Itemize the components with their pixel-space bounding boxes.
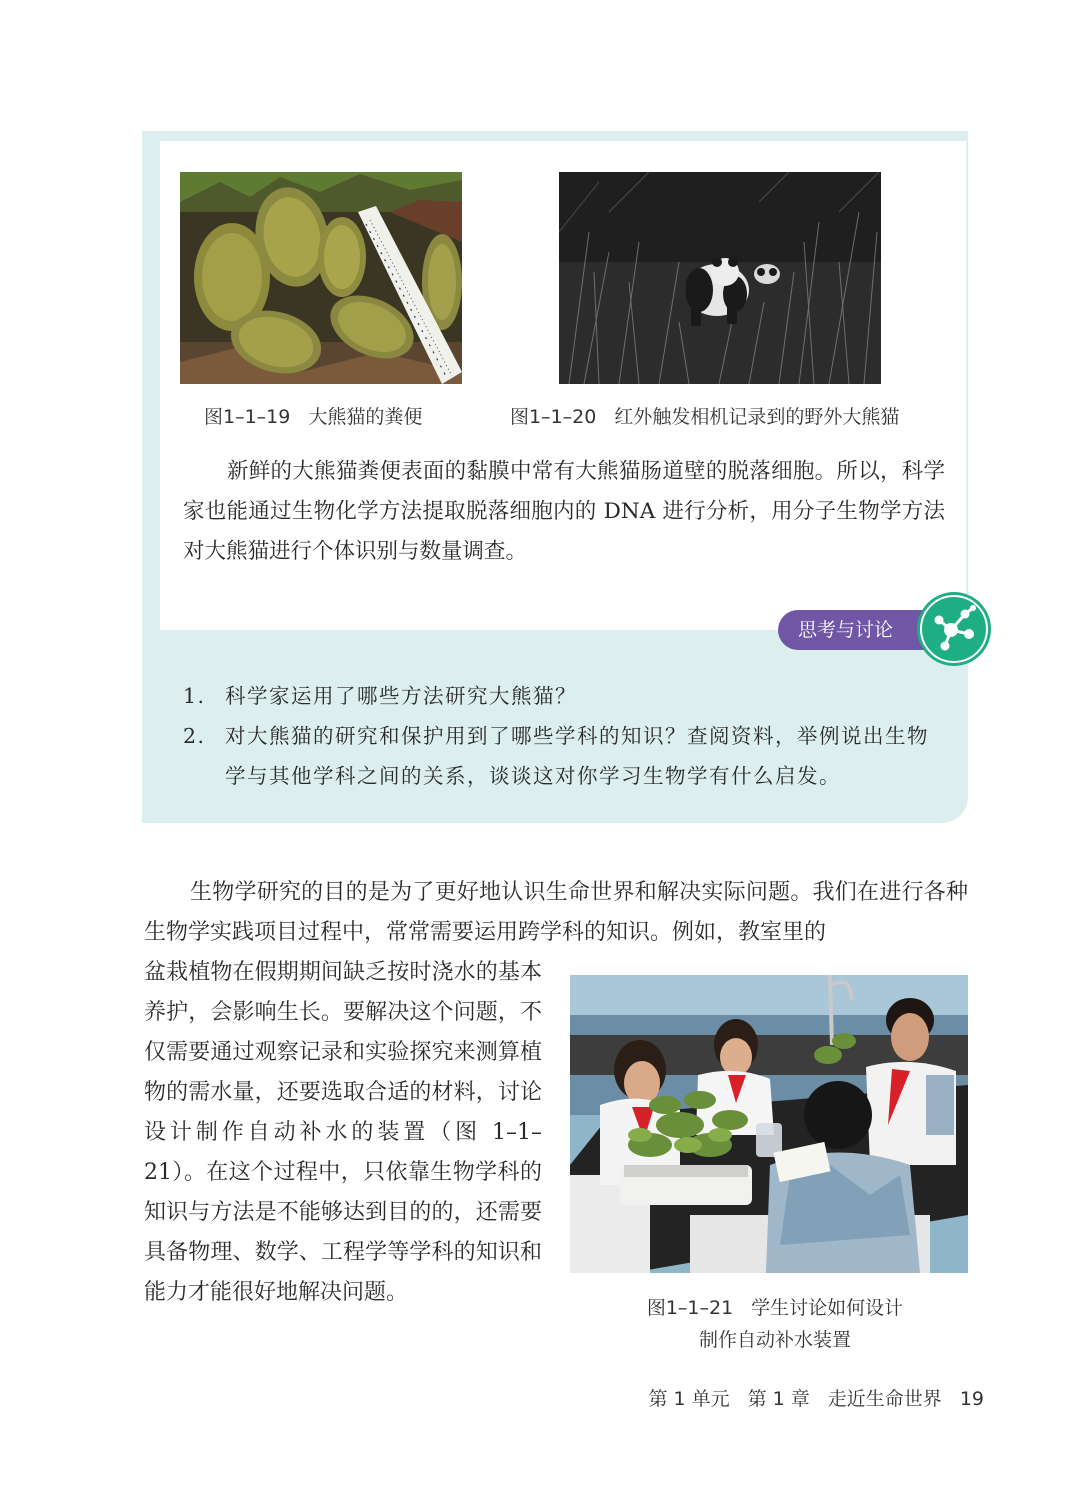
- figure-19-caption: [204, 402, 422, 429]
- molecule-network-icon: [915, 590, 993, 668]
- question-number: 1.: [183, 684, 206, 708]
- footer-unit: 第 1 单元: [648, 1388, 730, 1410]
- page-number: 19: [959, 1388, 984, 1410]
- main-paragraph-top: 生物学研究的目的是为了更好地认识生命世界和解决实际问题。我们在进行各种生物学实践项目过程中，常常需要运用跨学科的知识。例如，教室里的: [144, 880, 968, 945]
- figure-21-number: 图1–1–21: [646, 1297, 734, 1319]
- box-paragraph: 新鲜的大熊猫粪便表面的黏膜中常有大熊猫肠道壁的脱落细胞。所以，科学家也能通过生物化学方法提取脱落细胞内的 DNA 进行分析，用分子生物学方法对大熊猫进行个体识别与数量调查。: [183, 459, 945, 564]
- question-item: [183, 716, 943, 796]
- main-paragraph-left: 盆栽植物在假期期间缺乏按时浇水的基本养护，会影响生长。要解决这个问题，不仅需要通过观察记录和实验探究来测算植物的需水量，还要选取合适的材料，讨论设计制作自动补水的装置（图 1–1–21）。在这个过程中，只依靠生物学科的知识与方法是不能够达到目的的，还需要具备物理、数学、工程学等学科的知识和能力才能很好地解决问题。: [144, 960, 542, 1305]
- question-text: 对大熊猫的研究和保护用到了哪些学科的知识？查阅资料，举例说出生物学与其他学科之间的关系，谈谈这对你学习生物学有什么启发。: [225, 724, 929, 788]
- figure-20-number: 图1–1–20: [510, 406, 597, 428]
- students-lab-photo: [570, 975, 968, 1273]
- footer-chapter: 第 1 章: [747, 1388, 810, 1410]
- figure-20-title: 红外触发相机记录到的野外大熊猫: [614, 406, 900, 428]
- question-number: 2.: [183, 724, 206, 748]
- question-text: 科学家运用了哪些方法研究大熊猫？: [225, 684, 577, 708]
- footer-chapter-title: 走近生命世界: [827, 1388, 942, 1410]
- panda-droppings-photo: [180, 172, 462, 384]
- figure-19-title: 大熊猫的粪便: [308, 406, 423, 428]
- page-footer: [648, 1384, 984, 1411]
- figure-19-number: 图1–1–19: [204, 406, 291, 428]
- discussion-questions: [183, 676, 943, 796]
- infrared-panda-photo: [559, 172, 881, 384]
- figure-21-caption: [630, 1292, 920, 1356]
- figure-21-line1: [630, 1292, 920, 1324]
- question-item: [183, 676, 943, 716]
- think-discuss-badge: 思考与讨论: [778, 610, 954, 650]
- figure-21-title-line2: 制作自动补水装置: [698, 1329, 851, 1351]
- figure-20-caption: [510, 402, 899, 429]
- figure-21-title-line1: 学生讨论如何设计: [751, 1297, 904, 1319]
